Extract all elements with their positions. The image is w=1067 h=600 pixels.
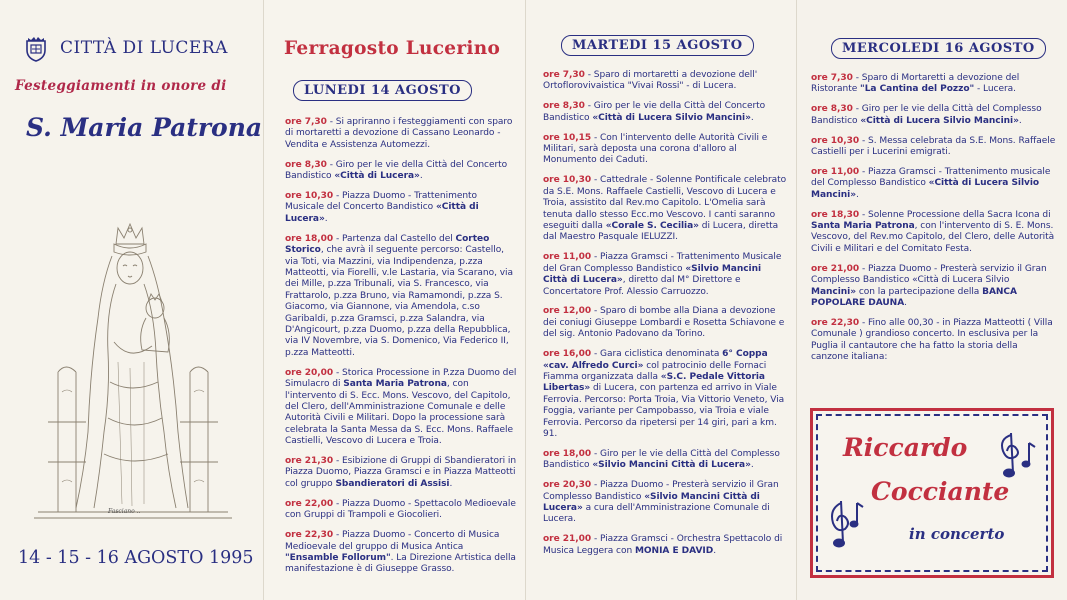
event-time: ore 10,30: [811, 135, 860, 146]
event-text: Sparo di bombe alla Diana a devozione dei coniugi Giuseppe Lombardi e Rosetta Schiavone e del sig. Antonio Padovano da Torino.: [543, 306, 785, 340]
event-highlight: MONIA E DAVID: [634, 545, 714, 556]
day-heading-tuesday: MARTEDI 15 AGOSTO: [561, 35, 754, 56]
festival-dates: 14 - 15 - 16 AGOSTO 1995: [18, 548, 254, 568]
event-time: ore 8,30: [811, 104, 853, 115]
event-text: Sparo di mortaretti a devozione dell' Ortoflorovivaistica "Vivai Rossi" - di Lucera.: [543, 70, 758, 92]
event-text: di Lucera, con partenza ed arrivo in Viale Ferrovia. Percorso: Porta Troia, Via Vittorio Veneto, Via Foggia, variante per Campobasso, via Troia e viale Ferrovia. Percorso da ripetersi per 14 giri, pari a km. 91.: [543, 383, 785, 439]
event-text: Piazza Gramsci - Trattenimento musicale del Complesso Bandistico: [811, 166, 1051, 189]
patrona-title: S. Maria Patrona: [26, 113, 263, 142]
concert-artist-last: Cocciante: [871, 477, 1010, 506]
city-crest-icon: [25, 36, 47, 62]
event-text: Piazza Duomo - Presterà servizio il Gran Complesso Bandistico: [543, 480, 779, 502]
event-text: Storica Processione in P.zza Duomo del Simulacro di: [285, 367, 517, 390]
day-heading-monday: LUNEDI 14 AGOSTO: [293, 80, 472, 101]
event-highlight: Corteo Storico: [285, 233, 490, 256]
tuesday-program: [543, 70, 788, 566]
event-text: Sparo di Mortaretti a devozione del Ristorante: [811, 73, 1020, 95]
program-entry: ore 22,00 - Piazza Duomo - Spettacolo Medioevale con Gruppi di Trampoli e Giocolieri.: [285, 498, 516, 521]
event-time: ore 22,00: [285, 498, 334, 509]
event-text: .: [856, 189, 859, 200]
event-highlight: «S.C. Pedale Vittoria Libertas»: [543, 371, 765, 394]
event-time: ore 7,30: [811, 73, 853, 83]
artist-signature: Fasciano ..: [108, 508, 141, 515]
madonna-drawing-icon: [18, 222, 248, 522]
event-text: .: [750, 460, 754, 471]
event-highlight: «Città di Lucera Silvio Mancini»: [592, 112, 751, 123]
event-text: Giro per le vie della Città del Complesso Bandistico: [811, 104, 1042, 126]
event-time: ore 12,00: [543, 306, 592, 317]
event-highlight: «Corale S. Cecilia»: [605, 220, 699, 231]
program-entry: ore 18,00 - Giro per le vie della Città del Complesso Bandistico «Silvio Mancini Città di Lucera».: [543, 448, 780, 471]
event-highlight: «Silvio Mancini Città di Lucera»: [543, 263, 762, 286]
program-entry: ore 11,00 - Piazza Gramsci - Trattenimento musicale del Complesso Bandistico «Città di Lucera Silvio Mancini».: [811, 166, 1051, 200]
event-text: a cura dell'Amministrazione Comunale di Lucera.: [543, 503, 770, 525]
program-entry: ore 11,00 - Piazza Gramsci - Trattenimento Musicale del Gran Complesso Bandistico «Silvio Mancini Città di Lucera», diretto dal M° Direttore e Concertatore Prof. Alessio Carruozzo.: [543, 252, 782, 297]
event-time: ore 10,30: [285, 191, 334, 202]
event-text: Partenza dal Castello del: [342, 233, 456, 244]
event-time: ore 21,00: [811, 263, 860, 274]
event-text: Esibizione di Gruppi di Sbandieratori in Piazza Duomo, Piazza Gramsci e in Piazza Matteotti col gruppo: [285, 456, 517, 489]
tuesday-panel: [525, 0, 796, 600]
event-text: Con l'intervento delle Autorità Civili e Militari, sarà deposta una corona d'alloro al Monumento dei Caduti.: [543, 132, 768, 166]
event-text: S. Messa celebrata da S.E. Mons. Raffaele Castielli per i Lucerini emigrati.: [811, 135, 1056, 158]
event-text: Gara ciclistica denominata: [600, 349, 723, 360]
event-text: Piazza Gramsci - Orchestra Spettacolo di Musica Leggera con: [543, 534, 783, 556]
event-text: Piazza Duomo - Trattenimento Musicale del Concerto Bandistico: [285, 191, 478, 213]
event-highlight: «Silvio Mancini Città di Lucera»: [592, 460, 751, 471]
event-time: ore 10,15: [543, 132, 592, 143]
event-text: Piazza Duomo - Presterà servizio il Gran Complesso Bandistico «Città di Lucera Silvio: [811, 263, 1047, 286]
treble-clef-icon: [827, 497, 867, 549]
music-note-icon: [995, 429, 1039, 479]
event-text: , che avrà il seguente percorso: Castello, via Toti, via Mazzini, via Indipendenza, p.zza Matteotti, via Fiorelli, v.le Lastaria, via Scarano, via dei Mille, p.zza Tribunali, via S. Francesco, via Frattarolo, p.zza Bruno, via Ramamondi, p.zza S. Giacomo, via Giannone, via Amendola, c.so Garibaldi, p.zza Gramsci, p.zza Salandra, via D'Angicourt, p.zza Duomo, p.zza della Repubblica, via IV Novembre, via S. Domenico, Via Federico II, p.zza Matteotti.: [285, 245, 514, 358]
event-time: ore 21,30: [285, 456, 334, 467]
event-text: col patrocinio delle Fornaci Fiamma organizzata dalla: [543, 360, 767, 382]
event-text: Solenne Processione della Sacra Icona di: [868, 209, 1051, 220]
wednesday-panel: [796, 0, 1067, 600]
monday-panel: [263, 0, 525, 600]
program-entry: ore 16,00 - Gara ciclistica denominata 6° Coppa «cav. Alfredo Curci» col patrocinio delle Fornaci Fiamma organizzata dalla «S.C. Pedale Vittoria Libertas» di Lucera, con partenza ed arrivo in Viale Ferrovia. Percorso: Porta Troia, Via Vittorio Veneto, Via Foggia, variante per Campobasso, via Troia e viale Ferrovia. Percorso da ripetersi per 14 giri, pari a km. 91.: [543, 349, 785, 439]
event-text: con la partecipazione della: [856, 286, 983, 297]
program-entry: ore 22,30 - Fino alle 00,30 - in Piazza Matteotti ( Villa Comunale ) grandioso concerto. In esclusiva per la Puglia il cantautore che ha fatto la storia della canzone italiana:: [811, 317, 1053, 363]
program-entry: ore 20,00 - Storica Processione in P.zza Duomo del Simulacro di Santa Maria Patrona, con l'intervento di S. Ecc. Mons. Vescovo, del Capitolo, del Clero, dell'Amministrazione Comunale e delle Autorità Civili e Militari. Dopo la processione sarà celebrata la Santa Messa da S. Ecc. Mons. Raffaele Castielli, Vescovo di Lucera e Troia.: [285, 367, 517, 447]
program-entry: ore 8,30 - Giro per le vie della Città del Concerto Bandistico «Città di Lucera Silvio Mancini».: [543, 101, 766, 123]
event-time: ore 20,00: [285, 367, 334, 378]
program-entry: ore 10,30 - S. Messa celebrata da S.E. Mons. Raffaele Castielli per i Lucerini emigrati.: [811, 135, 1056, 158]
event-time: ore 16,00: [543, 349, 592, 360]
event-text: .: [419, 171, 423, 182]
event-time: ore 18,00: [285, 233, 334, 244]
event-time: ore 18,30: [811, 209, 860, 220]
event-text: Giro per le vie della Città del Concerto Bandistico: [285, 159, 508, 182]
program-entry: ore 21,30 - Esibizione di Gruppi di Sbandieratori in Piazza Duomo, Piazza Gramsci e in Piazza Matteotti col gruppo Sbandieratori di Assisi.: [285, 456, 517, 489]
event-text: Si apriranno i festeggiamenti con sparo di mortaretti a devozione di Cassano Leonardo - Vendita e Assistenza Automezzi.: [285, 117, 513, 150]
event-highlight: Santa Maria Patrona: [343, 379, 447, 390]
event-text: Giro per le vie della Città del Concerto Bandistico: [543, 101, 766, 123]
festeggiamenti-heading: Festeggiamenti in onore di: [15, 78, 227, 94]
event-text: Piazza Duomo - Concerto di Musica Medioevale del gruppo di Musica Antica: [285, 530, 500, 552]
event-time: ore 8,30: [285, 159, 327, 170]
event-time: ore 7,30: [285, 117, 327, 127]
concert-box: [810, 408, 1054, 578]
event-time: ore 22,30: [811, 317, 860, 328]
program-entry: ore 20,30 - Piazza Duomo - Presterà servizio il Gran Complesso Bandistico «Silvio Mancini Città di Lucera» a cura dell'Amministrazione Comunale di Lucera.: [543, 480, 779, 525]
program-entry: ore 21,00 - Piazza Gramsci - Orchestra Spettacolo di Musica Leggera con MONIA E DAVID.: [543, 534, 783, 556]
program-entry: ore 7,30 - Sparo di mortaretti a devozione dell' Ortoflorovivaistica "Vivai Rossi" - di Lucera.: [543, 70, 758, 92]
program-entry: ore 7,30 - Sparo di Mortaretti a devozione del Ristorante "La Cantina del Pozzo" - Lucera.: [811, 73, 1020, 95]
event-text: .: [324, 213, 328, 224]
event-highlight: BANCA POPOLARE DAUNA: [811, 286, 1017, 308]
event-text: , diretto dal M° Direttore e Concertatore Prof. Alessio Carruozzo.: [543, 275, 741, 297]
program-entry: ore 10,30 - Cattedrale - Solenne Pontificale celebrato da S.E. Mons. Raffaele Castielli, Vescovo di Lucera e Troia, assistito dal Rev.mo Capitolo. L'Omelia sarà tenuta dallo stesso Ecc.mo Vescovo. I canti saranno eseguiti dalla «Corale S. Cecilia» di Lucera, diretta dal Maestro Pasquale IELUZZI.: [543, 175, 787, 243]
program-entry: ore 18,30 - Solenne Processione della Sacra Icona di Santa Maria Patrona, con l'intervento di S. E. Mons. Vescovo, del Rev.mo Capitolo, del Clero, delle Autorità Civili e Militari e del Comitato Festa.: [811, 209, 1055, 254]
event-text: Giro per le vie della Città del Complesso Bandistico: [543, 448, 780, 471]
event-highlight: «Silvio Mancini Città di Lucera»: [543, 491, 760, 513]
program-entry: ore 8,30 - Giro per le vie della Città del Complesso Bandistico «Città di Lucera Silvio Mancini».: [811, 104, 1042, 126]
event-highlight: «Città di Lucera Silvio Mancini»: [811, 178, 1040, 200]
event-highlight: 6° Coppa «cav. Alfredo Curci»: [543, 349, 768, 371]
program-entry: ore 22,30 - Piazza Duomo - Concerto di Musica Medioevale del gruppo di Musica Antica "Ensamble Follorum". La Direzione Artistica della manifestazione è di Giuseppe Grasso.: [285, 530, 516, 575]
event-text: Piazza Gramsci - Trattenimento Musicale del Gran Complesso Bandistico: [543, 252, 782, 274]
event-time: ore 20,30: [543, 480, 592, 491]
program-entry: ore 12,00 - Sparo di bombe alla Diana a devozione dei coniugi Giuseppe Lombardi e Rosetta Schiavone e del sig. Antonio Padovano da Torino.: [543, 306, 785, 340]
monday-program: [285, 117, 517, 584]
event-text: Cattedrale - Solenne Pontificale celebrato da S.E. Mons. Raffaele Castielli, Vescovo di Lucera e Troia, assistito dal Rev.mo Capitolo. L'Omelia sarà tenuta dallo stesso Ecc.mo Vescovo. I canti saranno eseguiti dalla: [543, 175, 787, 231]
event-time: ore 11,00: [543, 252, 592, 263]
program-entry: ore 21,00 - Piazza Duomo - Presterà servizio il Gran Complesso Bandistico «Città di Lucera Silvio Mancini» con la partecipazione della BANCA POPOLARE DAUNA.: [811, 263, 1047, 308]
event-text: .: [449, 478, 453, 489]
event-highlight: Sbandieratori di Assisi: [335, 478, 450, 489]
wednesday-program: [811, 73, 1057, 372]
event-text: .: [904, 298, 907, 308]
event-text: di Lucera, diretta dal Maestro Pasquale IELUZZI.: [543, 220, 779, 243]
program-entry: ore 7,30 - Si apriranno i festeggiamenti con sparo di mortaretti a devozione di Cassano Leonardo - Vendita e Assistenza Automezzi.: [285, 117, 513, 150]
event-time: ore 10,30: [543, 175, 592, 186]
event-time: ore 7,30: [543, 70, 585, 80]
event-text: , con l'intervento di S. E. Mons. Vescovo, del Rev.mo Capitolo, del Clero, delle Autorità Civili e Militari e del Comitato Festa.: [811, 221, 1055, 254]
event-text: .: [713, 545, 717, 556]
concert-artist-first: Riccardo: [843, 433, 968, 462]
day-heading-wednesday: MERCOLEDI 16 AGOSTO: [831, 38, 1046, 59]
event-highlight: "Ensamble Follorum": [285, 552, 391, 563]
program-entry: ore 8,30 - Giro per le vie della Città del Concerto Bandistico «Città di Lucera».: [285, 159, 508, 182]
event-time: ore 22,30: [285, 530, 334, 541]
program-entry: ore 10,15 - Con l'intervento delle Autorità Civili e Militari, sarà deposta una corona d'alloro al Monumento dei Caduti.: [543, 132, 768, 166]
event-text: .: [750, 112, 754, 123]
event-highlight: «Città di Lucera»: [334, 171, 420, 182]
event-text: - Lucera.: [974, 84, 1016, 95]
program-entry: ore 18,00 - Partenza dal Castello del Corteo Storico, che avrà il seguente percorso: Castello, via Toti, via Mazzini, via Indipendenza, p.zza Matteotti, via Fiorelli, v.le Lastaria, via Scarano, via dei Mille, p.zza Tribunali, via S. Francesco, via Frattarolo, p.zza Bruno, via Ramamondi, p.zza S. Giacomo, via Giannone, via Amendola, c.so Garibaldi, p.zza Gramsci, p.zza Salandra, via D'Angicourt, p.zza Duomo, p.zza della Repubblica, via IV Novembre, via S. Domenico, Via Federico II, p.zza Matteotti.: [285, 233, 514, 358]
concert-subtitle: in concerto: [909, 525, 1005, 543]
event-text: .: [1018, 115, 1022, 126]
event-highlight: Santa Maria Patrona: [811, 221, 915, 232]
event-time: ore 21,00: [543, 534, 592, 545]
program-entry: ore 10,30 - Piazza Duomo - Trattenimento Musicale del Concerto Bandistico «Città di Lucera».: [285, 191, 479, 224]
event-time: ore 18,00: [543, 448, 592, 459]
city-name: CITTÀ DI LUCERA: [60, 38, 228, 58]
event-highlight: «Città di Lucera»: [285, 202, 479, 224]
event-highlight: "La Cantina del Pozzo": [860, 84, 975, 95]
event-time: ore 11,00: [811, 166, 860, 177]
ferragosto-title: Ferragosto Lucerino: [284, 38, 501, 59]
event-text: Fino alle 00,30 - in Piazza Matteotti ( Villa Comunale ) grandioso concerto. In esclusiva per la Puglia il cantautore che ha fatto la storia della canzone italiana:: [811, 317, 1053, 363]
event-highlight: «Città di Lucera Silvio Mancini»: [860, 115, 1019, 126]
cover-panel: [0, 0, 263, 600]
event-time: ore 8,30: [543, 101, 585, 112]
event-highlight: Mancini»: [811, 286, 856, 297]
event-text: Piazza Duomo - Spettacolo Medioevale con Gruppi di Trampoli e Giocolieri.: [285, 498, 516, 521]
event-text: , con l'intervento di S. Ecc. Mons. Vescovo, del Capitolo, del Clero, dell'Amministrazione Comunale e delle Autorità Civili e Militari. Dopo la processione sarà celebrata la Santa Messa da S. Ecc. Mons. Raffaele Castielli, Vescovo di Lucera e Troia.: [285, 379, 514, 447]
event-text: . La Direzione Artistica della manifestazione è di Giuseppe Grasso.: [285, 552, 516, 575]
